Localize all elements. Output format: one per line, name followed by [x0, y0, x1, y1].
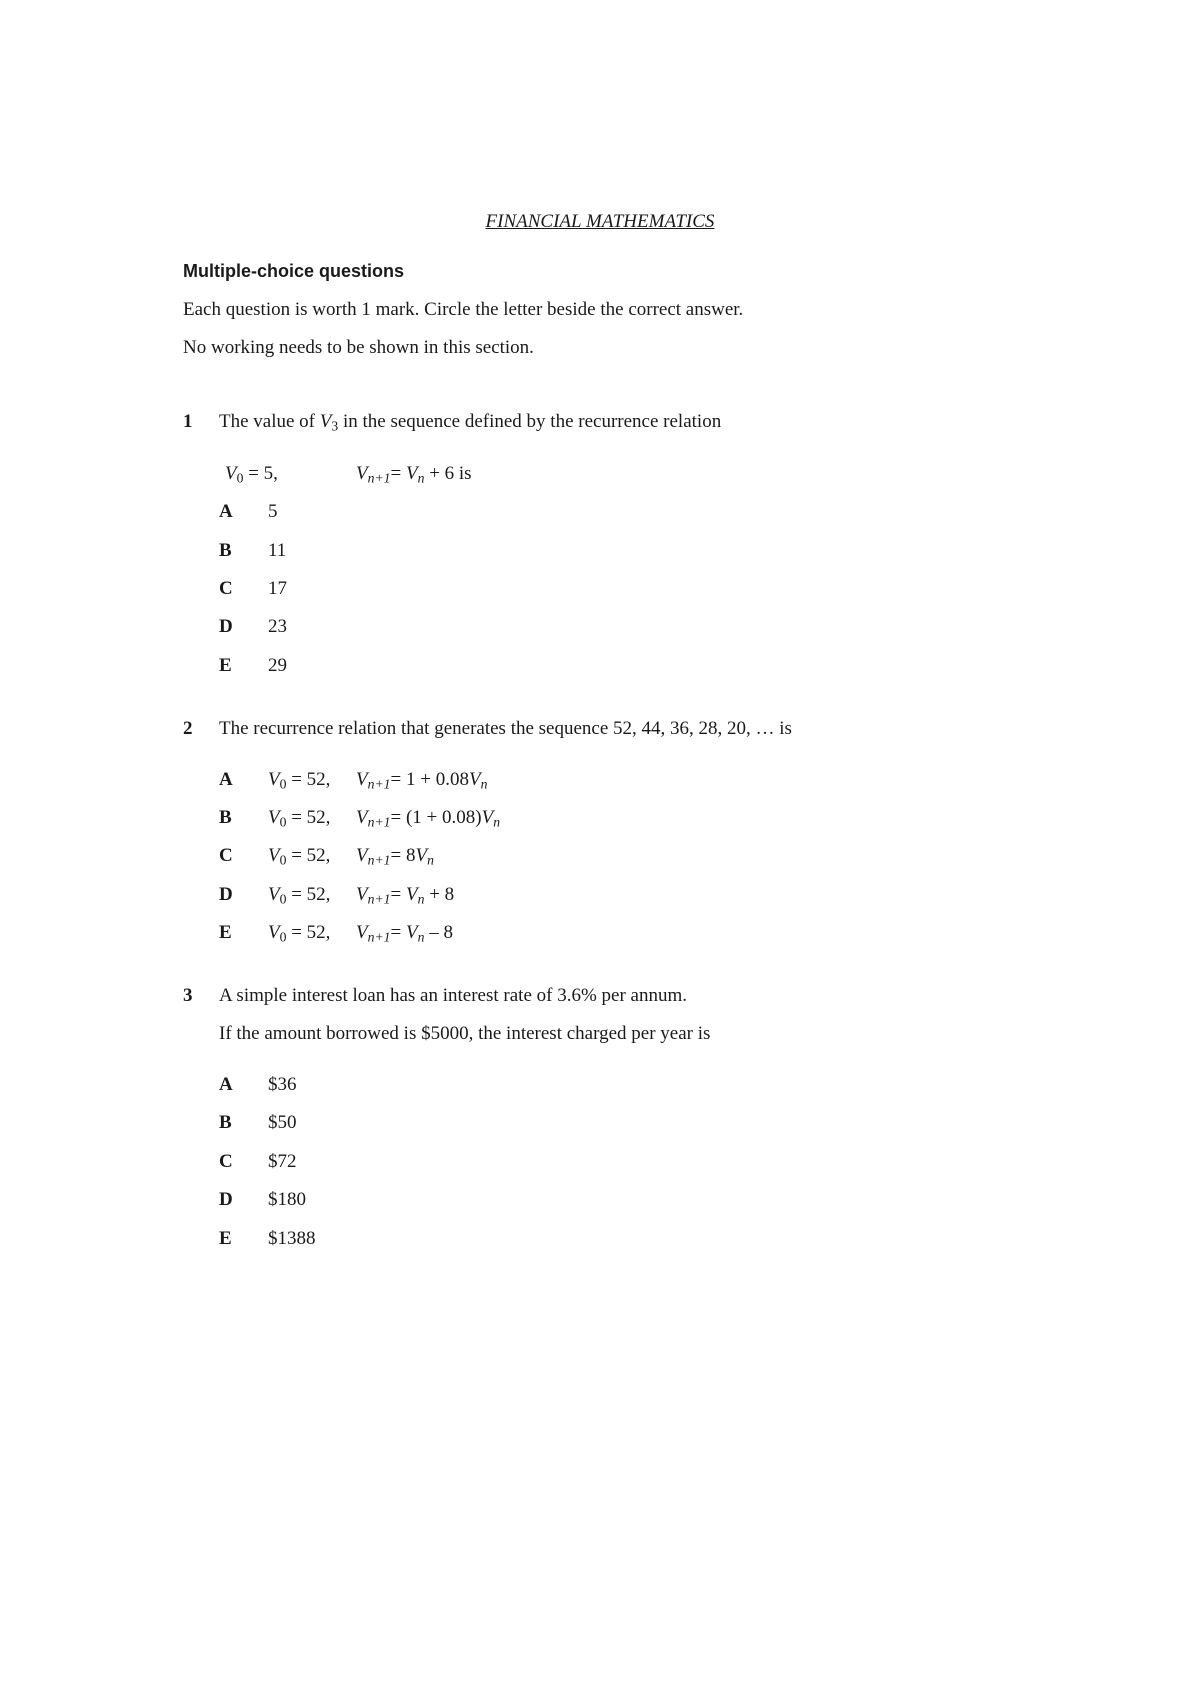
q2-option-c-initial: $V_0 = 52$,	[268, 845, 331, 868]
q3-option-e-text: $1388	[268, 1228, 316, 1249]
q3-option-a-letter[interactable]: A	[219, 1074, 233, 1095]
q2-option-d-letter[interactable]: D	[219, 884, 233, 905]
question-2-stem: The recurrence relation that generates the sequence 52, 44, 36, 28, 20, … is	[219, 718, 792, 739]
q2-option-b-letter[interactable]: B	[219, 807, 232, 828]
page-title: FINANCIAL MATHEMATICS	[485, 211, 715, 232]
q3-option-b-letter[interactable]: B	[219, 1112, 232, 1133]
q2-option-b-rule: $V_{n+1}= (1 + 0.08)V_n$	[356, 807, 501, 830]
q1-option-a-letter[interactable]: A	[219, 501, 233, 522]
q2-option-a-letter[interactable]: A	[219, 769, 233, 790]
q3-option-a-text: $36	[268, 1074, 297, 1095]
question-1-stem: The value of $V_3$ in the sequence defined by the recurrence relation	[219, 411, 722, 434]
section-heading: Multiple-choice questions	[183, 261, 405, 281]
q1-option-d-text: 23	[268, 616, 287, 637]
q1-option-b-text: 11	[268, 540, 287, 561]
q1-option-c-letter[interactable]: C	[219, 578, 233, 599]
question-1-relation-rule: $V_{n+1}= V_n + 6$ is	[356, 463, 472, 486]
q2-option-d-rule: $V_{n+1}= V_n + 8$	[356, 884, 455, 907]
question-2-number: 2	[183, 718, 193, 739]
question-1-relation-initial: $V_0 = 5$,	[225, 463, 278, 486]
q2-option-b-initial: $V_0 = 52$,	[268, 807, 331, 830]
q2-option-e-rule: $V_{n+1}= V_n - 8$	[356, 922, 453, 945]
q3-option-e-letter[interactable]: E	[219, 1228, 232, 1249]
q1-option-a-text: 5	[268, 501, 278, 522]
q1-option-b-letter[interactable]: B	[219, 540, 232, 561]
question-3-number: 3	[183, 985, 193, 1006]
instruction-line-1: Each question is worth 1 mark. Circle the letter beside the correct answer.	[183, 299, 744, 320]
q2-option-d-initial: $V_0 = 52$,	[268, 884, 331, 907]
q3-option-b-text: $50	[268, 1112, 297, 1133]
question-3-stem-line-1: A simple interest loan has an interest rate of 3.6% per annum.	[219, 985, 688, 1006]
q3-option-d-letter[interactable]: D	[219, 1189, 233, 1210]
q3-option-c-letter[interactable]: C	[219, 1151, 233, 1172]
instruction-line-2: No working needs to be shown in this section.	[183, 337, 534, 358]
q2-option-c-letter[interactable]: C	[219, 845, 233, 866]
q1-option-e-letter[interactable]: E	[219, 655, 232, 676]
q2-option-e-initial: $V_0 = 52$,	[268, 922, 331, 945]
question-1-number: 1	[183, 411, 193, 432]
q2-option-a-initial: $V_0 = 52$,	[268, 769, 331, 792]
q2-option-e-letter[interactable]: E	[219, 922, 232, 943]
q3-option-d-text: $180	[268, 1189, 306, 1210]
q1-option-e-text: 29	[268, 655, 287, 676]
q1-option-c-text: 17	[268, 578, 287, 599]
q1-option-d-letter[interactable]: D	[219, 616, 233, 637]
q2-option-c-rule: $V_{n+1}= 8V_n$	[356, 845, 434, 868]
q2-option-a-rule: $V_{n+1}= 1 + 0.08V_n$	[356, 769, 488, 792]
question-3-stem-line-2: If the amount borrowed is $5000, the interest charged per year is	[219, 1023, 711, 1044]
q3-option-c-text: $72	[268, 1151, 297, 1172]
